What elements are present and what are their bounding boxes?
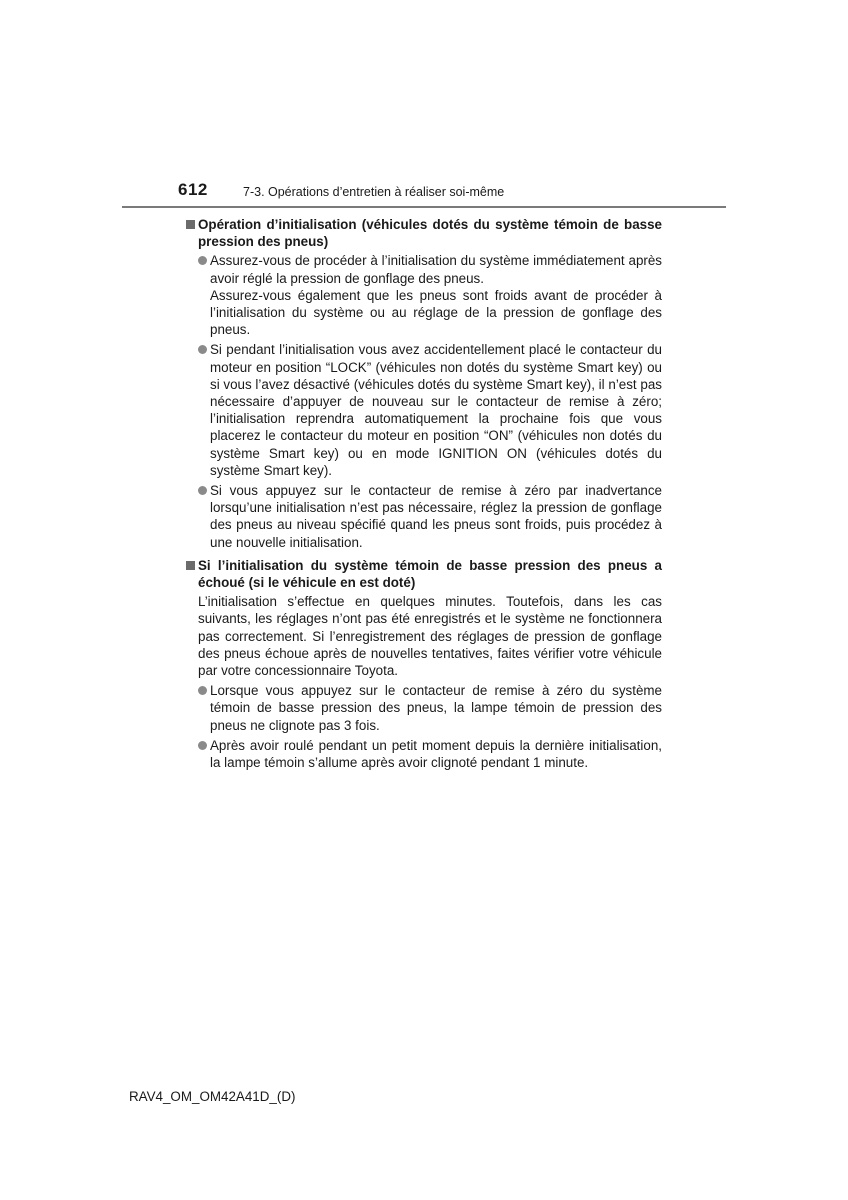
circle-bullet-icon (198, 256, 207, 265)
bullet-text: Assurez-vous également que les pneus sont froids avant de procéder à l’initialisation du système ou au réglage de la pression de gonflage des pneus. (210, 287, 662, 338)
footer-doc-code: RAV4_OM_OM42A41D_(D) (129, 1089, 296, 1104)
page-number: 612 (178, 180, 208, 199)
list-item (186, 252, 662, 338)
section-heading-text: Si l’initialisation du système témoin de basse pression des pneus a échoué (si le véhicule en est doté) (198, 557, 662, 591)
section-heading-initialisation (186, 216, 662, 250)
section-intro (186, 593, 662, 679)
circle-bullet-icon (198, 486, 207, 495)
bullet-text: Lorsque vous appuyez sur le contacteur de remise à zéro du système témoin de basse pression des pneus, la lampe témoin de pression des pneus ne clignote pas 3 fois. (210, 683, 662, 733)
header-divider (122, 206, 726, 208)
section-title: 7-3. Opérations d’entretien à réaliser soi-même (243, 185, 505, 199)
list-item (186, 682, 662, 734)
page-content (186, 216, 662, 774)
bullet-text: Si pendant l’initialisation vous avez accidentellement placé le contacteur du moteur en position “LOCK” (véhicules non dotés du système Smart key) ou si vous l’avez désactivé (véhicules dotés du système Smart key), il n’est pas nécessaire d’appuyer de nouveau sur le contacteur de remise à zéro; l’initialisation reprendra automatiquement la prochaine fois que vous placerez le contacteur du moteur en position “ON” (véhicules non dotés du système Smart key) ou en mode IGNITION ON (véhicules dotés du système Smart key). (210, 342, 662, 478)
circle-bullet-icon (198, 741, 207, 750)
list-item (186, 341, 662, 479)
list-item (186, 737, 662, 771)
intro-text: L’initialisation s’effectue en quelques minutes. Toutefois, dans les cas suivants, les réglages n’ont pas été enregistrés et le système ne fonctionnera pas correctement. Si l’enregistrement des réglages de pression de gonflage des pneus échoue après de nouvelles tentatives, faites vérifier votre véhicule par votre concessionnaire Toyota. (198, 594, 662, 679)
square-bullet-icon (186, 561, 195, 570)
section-heading-text: Opération d’initialisation (véhicules dotés du système témoin de basse pression des pneus) (198, 217, 662, 250)
circle-bullet-icon (198, 686, 207, 695)
bullet-text: Si vous appuyez sur le contacteur de remise à zéro par inadvertance lorsqu’une initialisation n’est pas nécessaire, réglez la pression de gonflage des pneus au niveau spécifié quand les pneus sont froids, puis procédez à une nouvelle initialisation. (210, 483, 662, 550)
list-item (186, 482, 662, 551)
section-heading-failure (186, 557, 662, 591)
bullet-text: Assurez-vous de procéder à l’initialisation du système immédiatement après avoir réglé la pression de gonflage des pneus. (210, 253, 662, 286)
square-bullet-icon (186, 220, 195, 229)
circle-bullet-icon (198, 345, 207, 354)
bullet-text: Après avoir roulé pendant un petit moment depuis la dernière initialisation, la lampe témoin s’allume après avoir clignoté pendant 1 minute. (210, 737, 662, 771)
